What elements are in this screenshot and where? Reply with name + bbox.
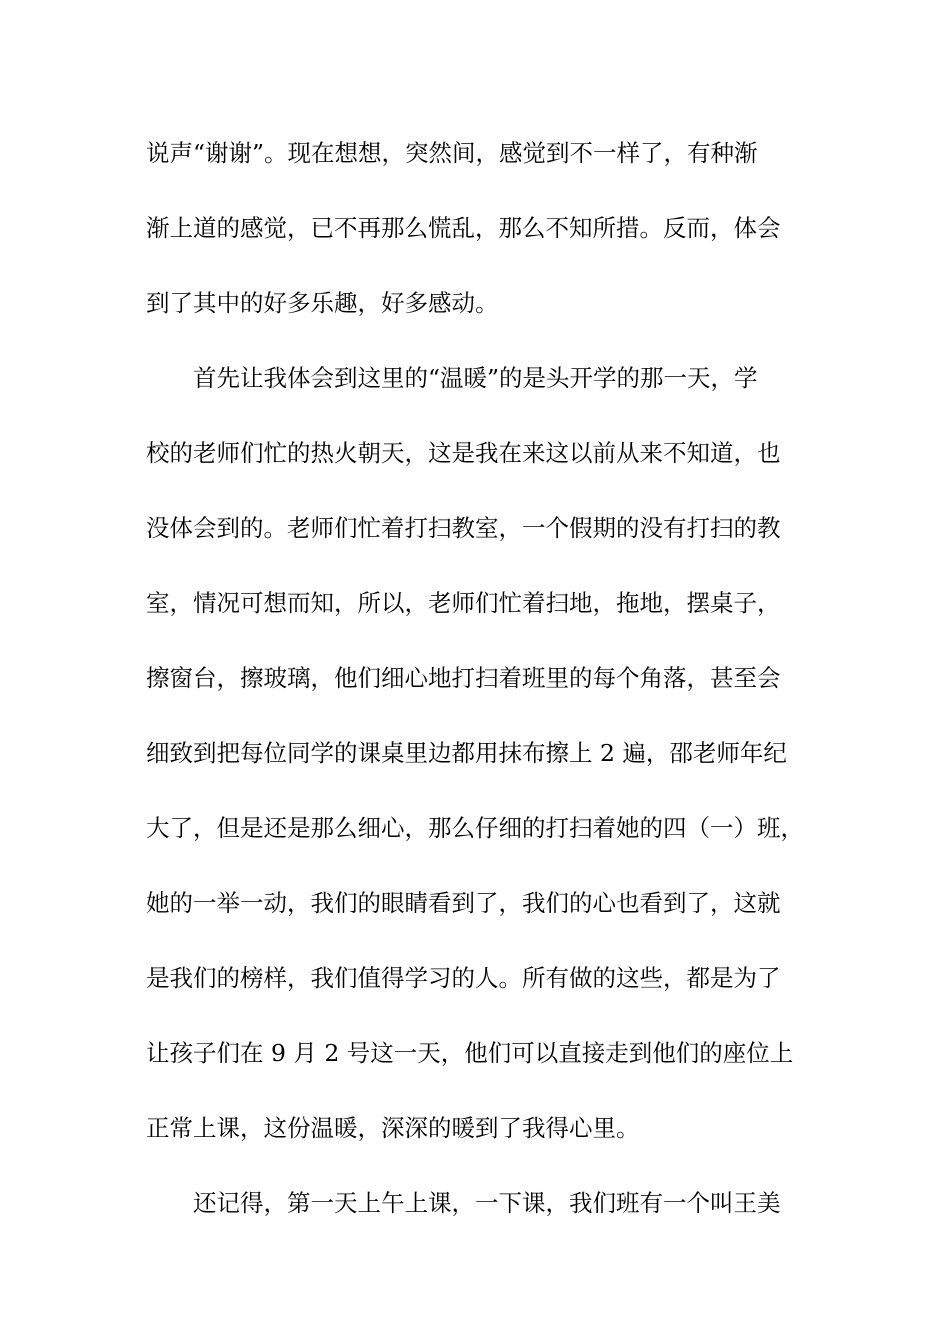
text-line: 她的一举一动，我们的眼睛看到了，我们的心也看到了，这就 [146, 889, 781, 917]
paragraph-first-line: 还记得，第一天上午上课，一下课，我们班有一个叫王美 [193, 1189, 781, 1217]
text-line: 校的老师们忙的热火朝天，这是我在来这以前从来不知道，也 [146, 439, 781, 467]
text-line: 让孩子们在 9 月 2 号这一天，他们可以直接走到他们的座位上 [146, 1039, 794, 1067]
text-line: 正常上课，这份温暖，深深的暖到了我得心里。 [146, 1114, 640, 1142]
text-line: 细致到把每位同学的课桌里边都用抹布擦上 2 遍，邵老师年纪 [146, 739, 787, 767]
text-line: 到了其中的好多乐趣，好多感动。 [146, 289, 499, 317]
text-line: 擦窗台，擦玻璃，他们细心地打扫着班里的每个角落，甚至会 [146, 664, 781, 692]
text-line: 是我们的榜样，我们值得学习的人。所有做的这些，都是为了 [146, 964, 781, 992]
text-line: 渐上道的感觉，已不再那么慌乱，那么不知所措。反而，体会 [146, 214, 781, 242]
text-line: 室，情况可想而知，所以，老师们忙着扫地，拖地，摆桌子， [146, 589, 781, 617]
text-line: 没体会到的。老师们忙着打扫教室，一个假期的没有打扫的教 [146, 514, 781, 542]
paragraph-first-line: 首先让我体会到这里的“温暖”的是头开学的那一天，学 [193, 364, 758, 392]
text-line: 大了，但是还是那么细心，那么仔细的打扫着她的四（一）班， [146, 814, 804, 842]
text-line: 说声“谢谢”。现在想想，突然间，感觉到不一样了，有种渐 [146, 139, 758, 167]
